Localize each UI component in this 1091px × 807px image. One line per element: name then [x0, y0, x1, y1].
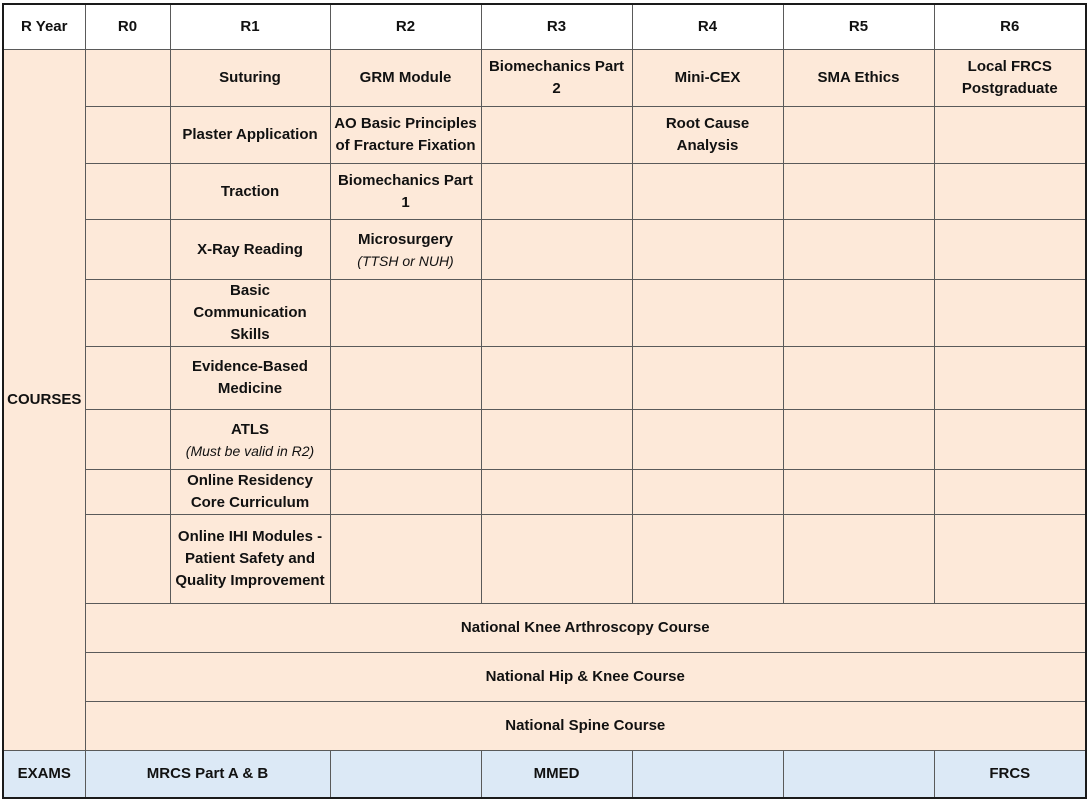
course-cell-r2	[330, 220, 481, 280]
course-row	[3, 347, 1086, 410]
course-cell-r2	[330, 515, 481, 604]
course-title: X-Ray Reading	[197, 240, 303, 258]
header-r0: R0	[85, 4, 170, 50]
course-cell-r2	[330, 50, 481, 107]
exam-cell-r3: MMED	[481, 751, 632, 799]
exams-row	[3, 751, 1086, 799]
course-cell-r0	[85, 164, 170, 220]
course-cell-r3	[481, 107, 632, 164]
course-cell-r2	[330, 280, 481, 347]
header-row	[3, 4, 1086, 50]
course-cell-r3	[481, 515, 632, 604]
course-row	[3, 107, 1086, 164]
course-cell-r1	[170, 164, 330, 220]
header-r2: R2	[330, 4, 481, 50]
course-cell-r0	[85, 220, 170, 280]
course-cell-r3	[481, 280, 632, 347]
course-cell-r5	[783, 107, 934, 164]
course-cell-r4	[632, 470, 783, 515]
course-note: (Must be valid in R2)	[185, 442, 315, 459]
header-r1: R1	[170, 4, 330, 50]
course-cell-r5	[783, 347, 934, 410]
course-cell-r2	[330, 107, 481, 164]
course-cell-r3	[481, 410, 632, 470]
course-cell-r3	[481, 347, 632, 410]
course-row	[3, 50, 1086, 107]
course-cell-r3	[481, 470, 632, 515]
exam-cell-r0-r1: MRCS Part A & B	[85, 751, 330, 799]
course-cell-r5	[783, 470, 934, 515]
course-cell-r0	[85, 410, 170, 470]
course-title: Microsurgery	[357, 230, 454, 248]
course-cell-r6: Local FRCS Postgraduate	[934, 50, 1086, 107]
exams-section-label: EXAMS	[3, 751, 85, 799]
course-row	[3, 220, 1086, 280]
course-cell-r0	[85, 50, 170, 107]
course-cell-r1	[170, 280, 330, 347]
exam-cell-r5	[783, 751, 934, 799]
courses-section-label: COURSES	[3, 50, 85, 751]
header-r5: R5	[783, 4, 934, 50]
course-cell-r1	[170, 410, 330, 470]
national-spine-course: National Spine Course	[85, 702, 1086, 751]
exam-cell-r2	[330, 751, 481, 799]
course-cell-r4	[632, 280, 783, 347]
course-cell-r4: Root Cause Analysis	[632, 107, 783, 164]
national-course-row	[3, 653, 1086, 702]
course-cell-r6	[934, 164, 1086, 220]
header-r3: R3	[481, 4, 632, 50]
course-row	[3, 470, 1086, 515]
course-cell-r4	[632, 164, 783, 220]
course-row	[3, 515, 1086, 604]
course-cell-r0	[85, 280, 170, 347]
course-cell-r0	[85, 515, 170, 604]
course-cell-r3	[481, 220, 632, 280]
course-cell-r1	[170, 347, 330, 410]
course-note: (TTSH or NUH)	[357, 252, 454, 269]
course-title: Traction	[220, 182, 280, 200]
course-cell-r4	[632, 410, 783, 470]
curriculum-table	[2, 3, 1087, 799]
course-cell-r2	[330, 470, 481, 515]
course-cell-r2	[330, 410, 481, 470]
course-cell-r4	[632, 347, 783, 410]
course-row	[3, 410, 1086, 470]
course-cell-r6	[934, 410, 1086, 470]
course-cell-r4: Mini-CEX	[632, 50, 783, 107]
course-cell-r3	[481, 164, 632, 220]
course-cell-r1	[170, 50, 330, 107]
course-title: AO Basic Principles of Fracture Fixation	[334, 115, 477, 154]
national-course-row	[3, 702, 1086, 751]
course-cell-r0	[85, 470, 170, 515]
course-cell-r3: Biomechanics Part 2	[481, 50, 632, 107]
course-cell-r5	[783, 220, 934, 280]
course-cell-r5: SMA Ethics	[783, 50, 934, 107]
course-title: Online Residency Core Curriculum	[187, 472, 313, 511]
national-hip-knee-course: National Hip & Knee Course	[85, 653, 1086, 702]
course-cell-r0	[85, 347, 170, 410]
course-cell-r5	[783, 280, 934, 347]
course-cell-r5	[783, 164, 934, 220]
header-r6: R6	[934, 4, 1086, 50]
course-cell-r2	[330, 347, 481, 410]
course-row	[3, 280, 1086, 347]
course-title: GRM Module	[359, 69, 452, 86]
course-title: Online IHI Modules - Patient Safety and Quality Improvement	[175, 528, 325, 589]
national-knee-arthroscopy-course: National Knee Arthroscopy Course	[85, 604, 1086, 653]
course-cell-r1	[170, 107, 330, 164]
exam-cell-r6: FRCS	[934, 751, 1086, 799]
course-cell-r6	[934, 220, 1086, 280]
course-row	[3, 164, 1086, 220]
course-cell-r6	[934, 107, 1086, 164]
course-cell-r6	[934, 347, 1086, 410]
course-cell-r0	[85, 107, 170, 164]
course-title: Biomechanics Part 1	[337, 171, 474, 211]
course-title: ATLS	[230, 420, 270, 438]
course-cell-r1	[170, 220, 330, 280]
course-cell-r1	[170, 470, 330, 515]
course-cell-r6	[934, 470, 1086, 515]
course-cell-r4	[632, 515, 783, 604]
course-cell-r6	[934, 515, 1086, 604]
curriculum-table-container	[2, 3, 1087, 799]
header-r4: R4	[632, 4, 783, 50]
course-cell-r6	[934, 280, 1086, 347]
course-cell-r4	[632, 220, 783, 280]
course-title: Evidence-Based Medicine	[192, 358, 308, 397]
course-title: Suturing	[219, 69, 281, 86]
course-cell-r2	[330, 164, 481, 220]
course-title: Basic Communication Skills	[193, 282, 307, 343]
course-cell-r5	[783, 515, 934, 604]
course-cell-r5	[783, 410, 934, 470]
header-r-year: R Year	[3, 4, 85, 50]
exam-cell-r4	[632, 751, 783, 799]
course-title: Plaster Application	[182, 126, 318, 143]
national-course-row	[3, 604, 1086, 653]
course-cell-r1	[170, 515, 330, 604]
